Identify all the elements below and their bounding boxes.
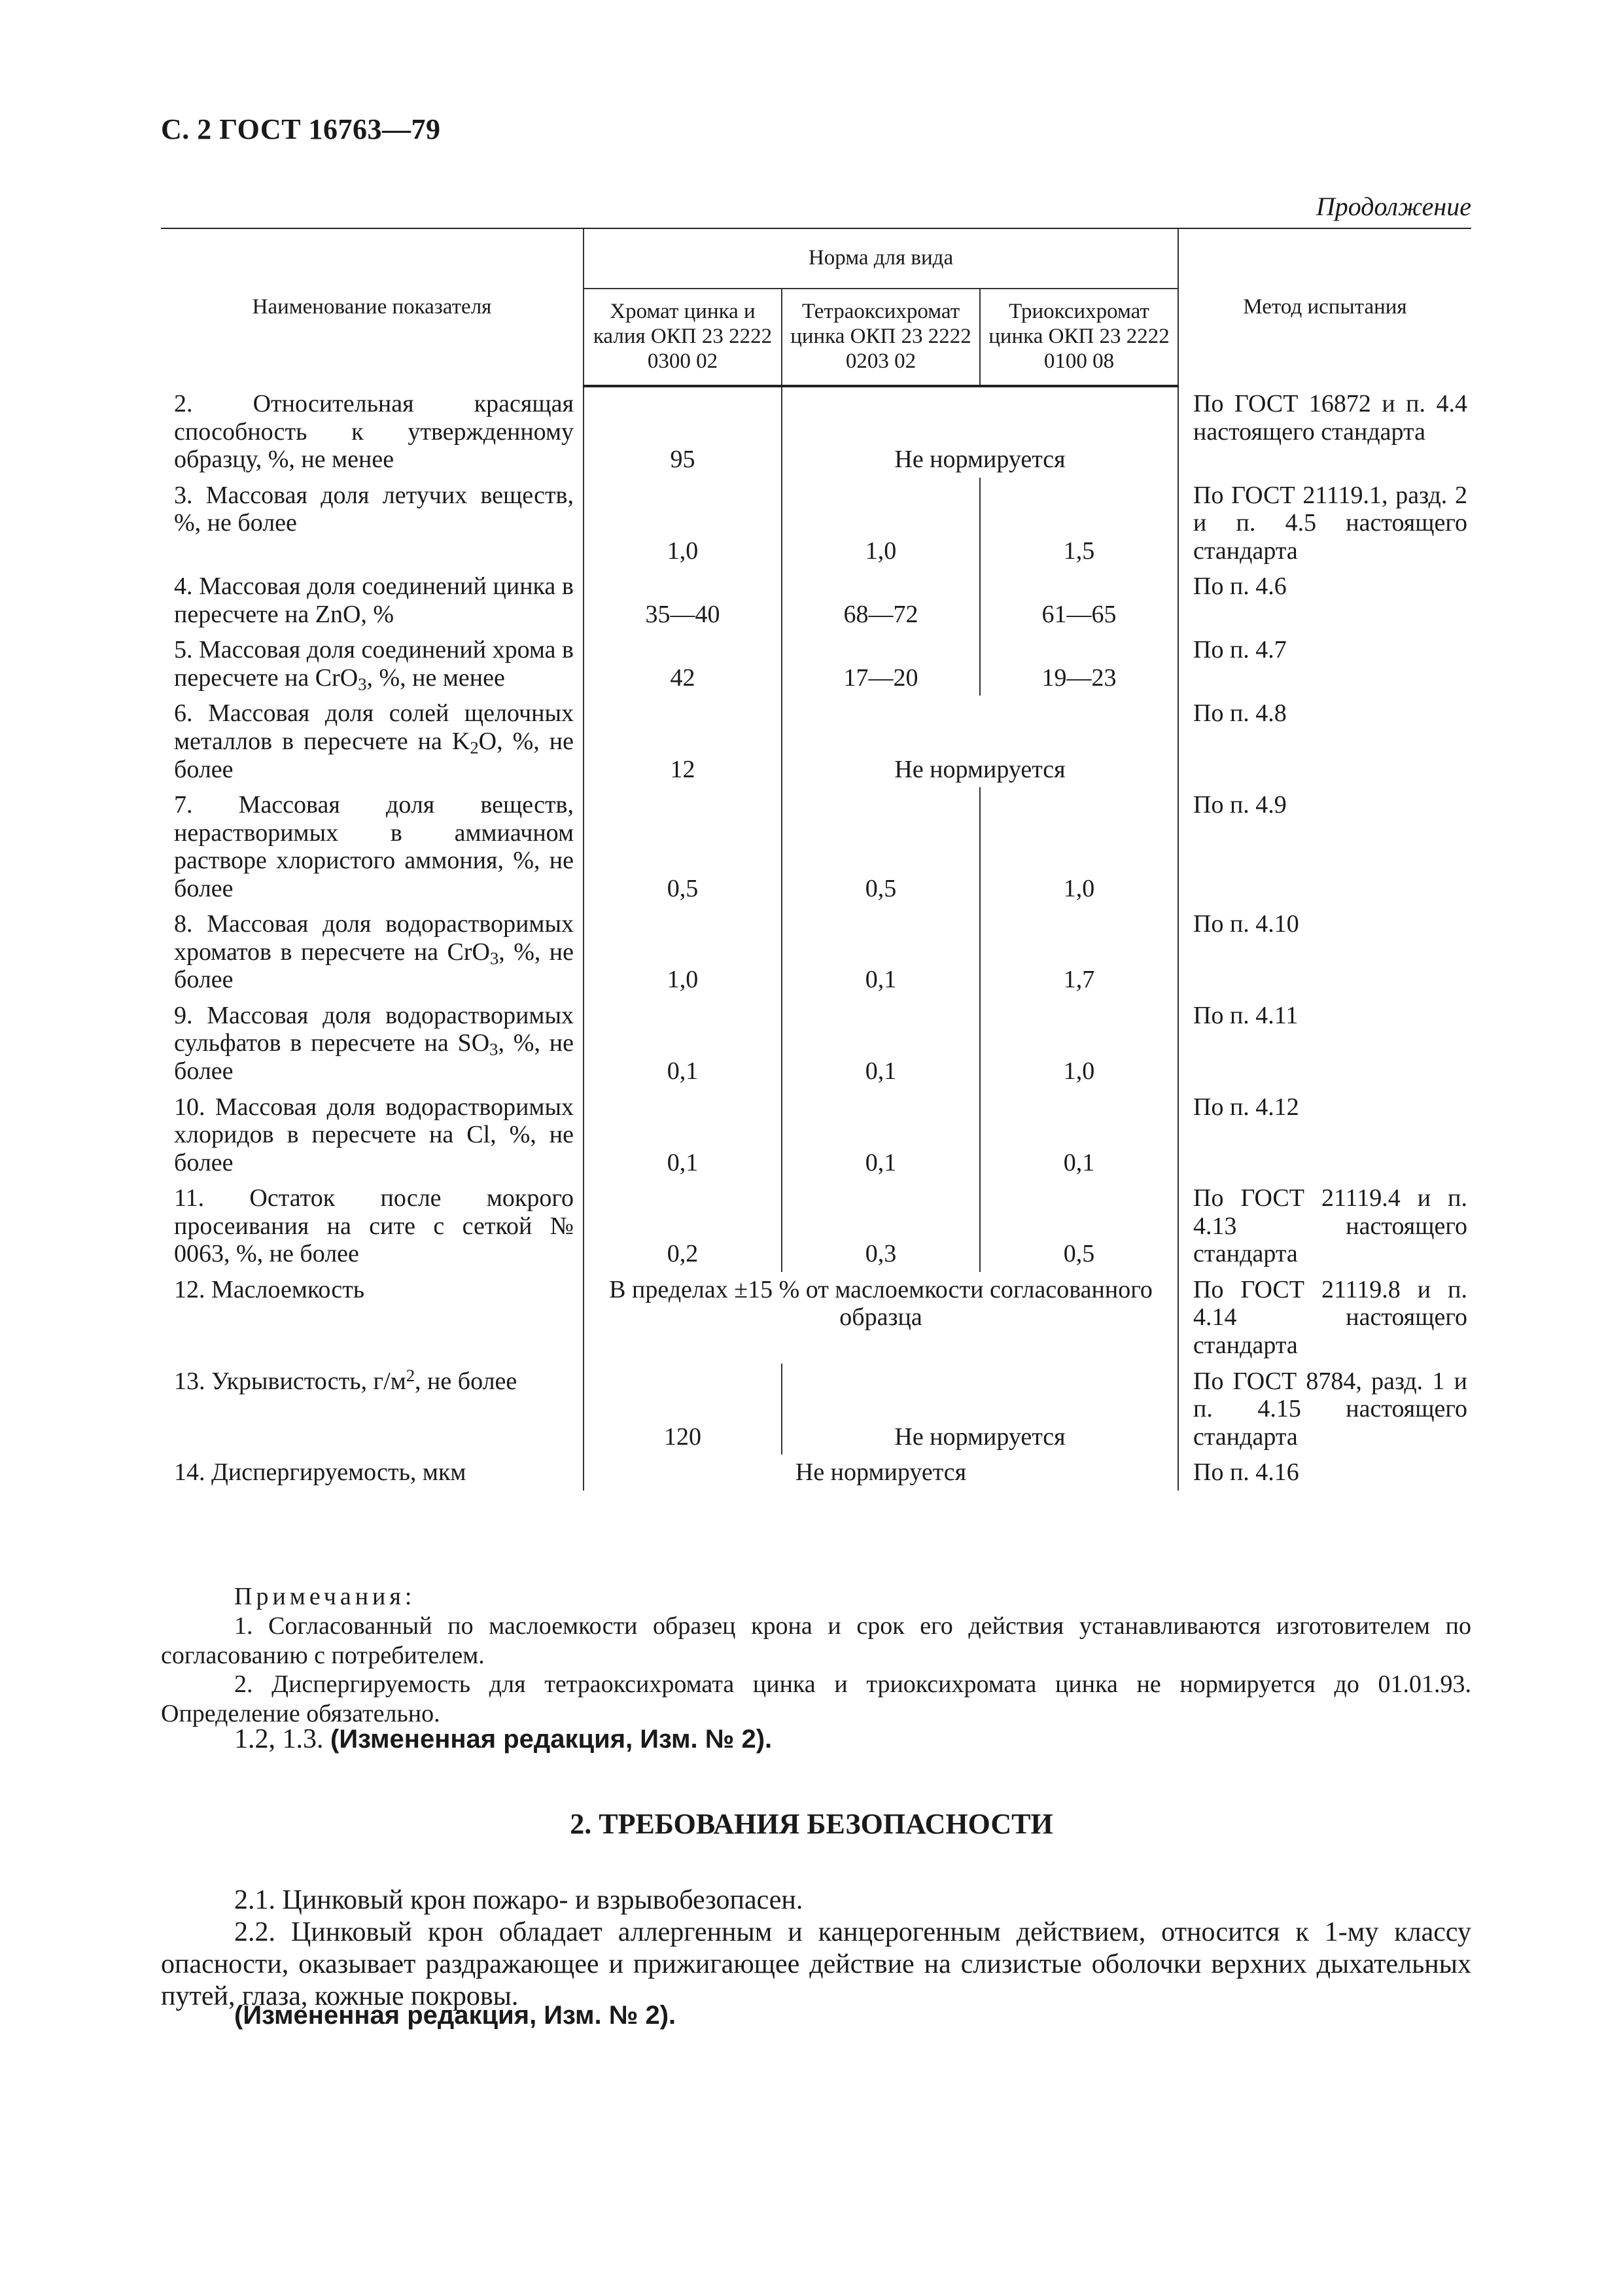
row-value-type1: 35—40 — [584, 569, 782, 632]
row-value-type3: 1,0 — [980, 998, 1178, 1089]
row-value-type3: 1,0 — [980, 787, 1178, 906]
row-value-merged: Не нормируется — [782, 386, 1178, 478]
row-value-type1: 95 — [584, 386, 782, 478]
running-head: С. 2 ГОСТ 16763—79 — [161, 113, 441, 145]
row-value-type2: 68—72 — [782, 569, 980, 632]
row-value-merged: Не нормируется — [782, 696, 1178, 787]
row-value-type1: 0,5 — [584, 787, 782, 906]
row-value-type2: 0,1 — [782, 906, 980, 998]
row-method: По ГОСТ 16872 и п. 4.4 настоящего стандарта — [1178, 386, 1471, 478]
notes-heading: Примечания: — [234, 1583, 416, 1610]
header-type-zinc-trioxychromate: Триоксихромат цинка ОКП 23 2222 0100 08 — [980, 289, 1178, 386]
row-method: По п. 4.16 — [1178, 1455, 1471, 1491]
row-value-type1: 1,0 — [584, 906, 782, 998]
row-value-type2: 0,1 — [782, 998, 980, 1089]
table-row — [161, 906, 1471, 998]
table-row — [161, 1272, 1471, 1364]
table-row — [161, 632, 1471, 696]
row-value-type2: 1,0 — [782, 478, 980, 569]
row-method: По п. 4.11 — [1178, 998, 1471, 1089]
table-row — [161, 696, 1471, 787]
row-value-type2: 0,5 — [782, 787, 980, 906]
row-value-type3: 0,1 — [980, 1089, 1178, 1181]
row-value-type3: 1,7 — [980, 906, 1178, 998]
section-amendment-note: (Измененная редакция, Изм. № 2). — [234, 2001, 676, 2030]
note-2: 2. Диспергируемость для тетраоксихромата цинка и триоксихромата цинка не нормируется до 01.01.93. Определение обязательно. — [161, 1670, 1471, 1728]
row-name: 4. Массовая доля соединений цинка в пересчете на ZnO, % — [174, 573, 574, 628]
row-value-type1: 12 — [584, 696, 782, 787]
header-indicator-name: Наименование показателя — [161, 228, 584, 386]
row-value-type3: 19—23 — [980, 632, 1178, 696]
table-row — [161, 1180, 1471, 1272]
row-method: По п. 4.9 — [1178, 787, 1471, 906]
table-row — [161, 787, 1471, 906]
row-name: 7. Массовая доля веществ, нерастворимых в аммиачном растворе хлористого аммония, %, не более — [174, 791, 574, 902]
row-name: 5. Массовая доля соединений хрома в пересчете на CrO$_3$, %, не менее — [174, 636, 574, 694]
paragraph-2-1: 2.1. Цинковый крон пожаро- и взрывобезопасен. — [234, 1885, 803, 1915]
section-body — [161, 1884, 1471, 2013]
row-value-type2: 0,1 — [782, 1089, 980, 1181]
row-value-merged: В пределах ±15 % от маслоемкости согласованного образца — [584, 1272, 1178, 1364]
amendment-clauses: 1.2, 1.3. — [234, 1724, 324, 1754]
row-method: По п. 4.12 — [1178, 1089, 1471, 1181]
specification-table — [161, 228, 1471, 1491]
row-method: По п. 4.6 — [1178, 569, 1471, 632]
row-value-type1: 0,1 — [584, 1089, 782, 1181]
table-row — [161, 1364, 1471, 1455]
row-value-type1: 42 — [584, 632, 782, 696]
row-value-type3: 0,5 — [980, 1180, 1178, 1272]
row-method: По ГОСТ 21119.1, разд. 2 и п. 4.5 настоящего стандарта — [1178, 478, 1471, 569]
amendment-note — [234, 1723, 772, 1755]
row-name: 3. Массовая доля летучих веществ, %, не более — [174, 481, 574, 537]
table-row — [161, 998, 1471, 1089]
row-method: По п. 4.10 — [1178, 906, 1471, 998]
header-type-zinc-tetraoxychromate: Тетраоксихромат цинка ОКП 23 2222 0203 02 — [782, 289, 980, 386]
row-method: По п. 4.8 — [1178, 696, 1471, 787]
table-row — [161, 1455, 1471, 1491]
row-name: 8. Массовая доля водорастворимых хроматов в пересчете на CrO$_3$, %, не более — [174, 910, 574, 994]
row-value-type2: 0,3 — [782, 1180, 980, 1272]
row-value-type3: 61—65 — [980, 569, 1178, 632]
table-row — [161, 1089, 1471, 1181]
row-method: По п. 4.7 — [1178, 632, 1471, 696]
row-value-merged: Не нормируется — [782, 1364, 1178, 1455]
row-method: По ГОСТ 8784, разд. 1 и п. 4.15 настоящего стандарта — [1178, 1364, 1471, 1455]
row-name: 11. Остаток после мокрого просеивания на сите с сеткой № 0063, %, не более — [174, 1184, 574, 1268]
header-norm-group: Норма для вида — [584, 228, 1178, 289]
row-value-type1: 1,0 — [584, 478, 782, 569]
header-test-method: Метод испытания — [1178, 228, 1471, 386]
row-value-type2: 17—20 — [782, 632, 980, 696]
table-row — [161, 569, 1471, 632]
amendment-label: (Измененная редакция, Изм. № 2). — [330, 1725, 773, 1754]
row-name: 2. Относительная красящая способность к утвержденному образцу, %, не менее — [174, 390, 574, 474]
row-value-type3: 1,5 — [980, 478, 1178, 569]
row-value-type1: 0,2 — [584, 1180, 782, 1272]
row-value-type1: 0,1 — [584, 998, 782, 1089]
header-type-zinc-potassium-chromate: Хромат цинка и калия ОКП 23 2222 0300 02 — [584, 289, 782, 386]
row-method: По ГОСТ 21119.8 и п. 4.14 настоящего стандарта — [1178, 1272, 1471, 1364]
table-row — [161, 386, 1471, 478]
row-name: 13. Укрывистость, $г/м^2$, не более — [174, 1365, 517, 1395]
row-name: 10. Массовая доля водорастворимых хлоридов в пересчете на Cl, %, не более — [174, 1093, 574, 1176]
row-value-type1: 120 — [584, 1364, 782, 1455]
row-name: 14. Диспергируемость, мкм — [174, 1458, 466, 1487]
row-value-merged: Не нормируется — [584, 1455, 1178, 1491]
row-name: 12. Маслоемкость — [174, 1275, 365, 1303]
row-name: 9. Массовая доля водорастворимых сульфатов в пересчете на $SO_3$, %, не более — [174, 1001, 574, 1086]
row-name: 6. Массовая доля солей щелочных металлов в пересчете на $K_2O$, %, не более — [174, 699, 574, 783]
row-method: По ГОСТ 21119.4 и п. 4.13 настоящего стандарта — [1178, 1180, 1471, 1272]
table-row — [161, 478, 1471, 569]
note-1: 1. Согласованный по маслоемкости образец крона и срок его действия устанавливаются изготовителем по согласованию с потребителем. — [161, 1612, 1471, 1669]
table-notes — [161, 1582, 1471, 1729]
continuation-label: Продолжение — [1316, 192, 1471, 221]
paragraph-2-2: 2.2. Цинковый крон обладает аллергенным и канцерогенным действием, относится к 1-му классу опасности, оказывает раздражающее и прижигающее действие на слизистые оболочки верхних дыхательных путей, глаза, кожные покровы. — [161, 1917, 1471, 2012]
section-heading: 2. ТРЕБОВАНИЯ БЕЗОПАСНОСТИ — [570, 1808, 1053, 1840]
